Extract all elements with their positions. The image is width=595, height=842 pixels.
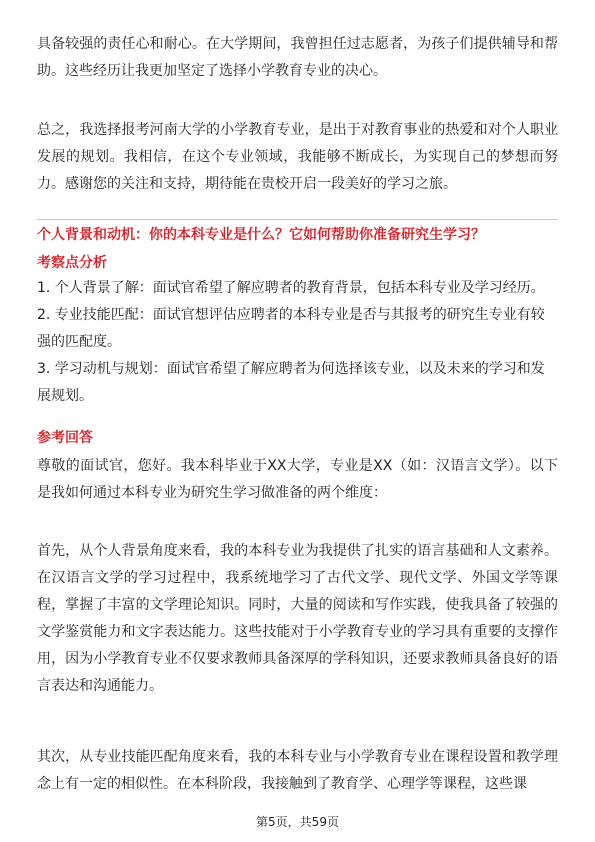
analysis-list xyxy=(37,275,558,410)
analysis-item: 2. 专业技能匹配：面试官想评估应聘者的本科专业是否与其报考的研究生专业有较强的匹配度。 xyxy=(37,307,545,350)
question-heading: 个人背景和动机：你的本科专业是什么？它如何帮助你准备研究生学习？ xyxy=(37,227,485,243)
body-paragraph: 具备较强的责任心和耐心。在大学期间，我曾担任过志愿者，为孩子们提供辅导和帮助。这些经历让我更加坚定了选择小学教育专业的决心。 xyxy=(37,36,558,79)
analysis-heading: 考察点分析 xyxy=(37,255,107,271)
answer-heading: 参考回答 xyxy=(37,430,93,446)
answer-paragraph: 首先，从个人背景角度来看，我的本科专业为我提供了扎实的语言基础和人文素养。在汉语言文学的学习过程中，我系统地学习了古代文学、现代文学、外国文学等课程，掌握了丰富的文学理论知识。同时，大量的阅读和写作实践，使我具备了较强的文学鉴赏能力和文字表达能力。这些技能对于小学教育专业的学习具有重要的支撑作用，因为小学教育专业不仅要求教师具备深厚的学科知识，还要求教师具备良好的语言表达和沟通能力。 xyxy=(37,543,558,694)
conclusion-paragraph: 总之，我选择报考河南大学的小学教育专业，是出于对教育事业的热爱和对个人职业发展的规划。我相信，在这个专业领域，我能够不断成长，为实现自己的梦想而努力。感谢您的关注和支持，期待能在贵校开启一段美好的学习之旅。 xyxy=(37,122,558,192)
section-divider xyxy=(37,219,558,220)
answer-paragraph: 其次，从专业技能匹配角度来看，我的本科专业与小学教育专业在课程设置和教学理念上有一定的相似性。在本科阶段，我接触到了教育学、心理学等课程，这些课 xyxy=(37,749,558,792)
analysis-item: 3. 学习动机与规划：面试官希望了解应聘者为何选择该专业，以及未来的学习和发展规划。 xyxy=(37,361,545,404)
page-number: 第5页，共59页 xyxy=(256,815,339,829)
analysis-item: 1. 个人背景了解：面试官希望了解应聘者的教育背景，包括本科专业及学习经历。 xyxy=(37,280,545,296)
answer-paragraph: 尊敬的面试官，您好。我本科毕业于XX大学，专业是XX（如：汉语言文学）。以下是我如何通过本科专业为研究生学习做准备的两个维度： xyxy=(37,458,558,501)
document-page xyxy=(37,0,558,842)
